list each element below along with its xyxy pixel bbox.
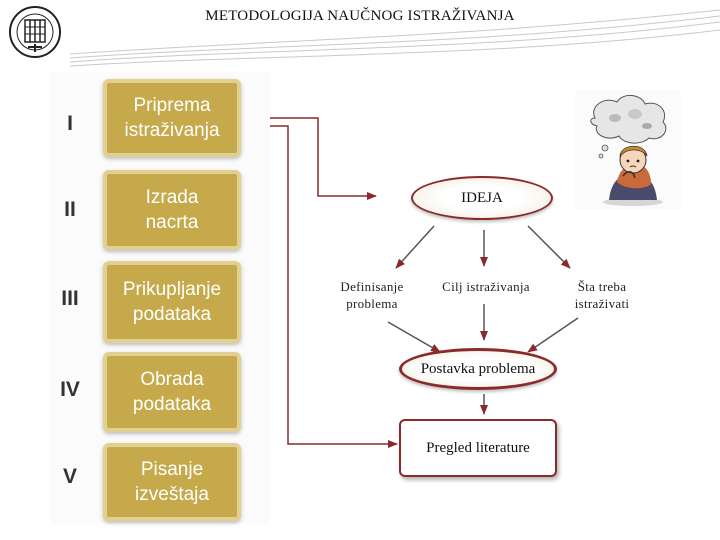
stage-5-box — [103, 443, 241, 521]
idea-label: IDEJA — [461, 189, 503, 206]
branch-problem-definition: Definisanje problema — [340, 279, 404, 311]
stage-4-box — [103, 352, 241, 432]
stage-1-box — [103, 79, 241, 157]
arrow-idea-to-problem-def — [396, 226, 434, 268]
literature-review-box — [399, 419, 557, 477]
stage-2-box — [103, 170, 241, 250]
thinking-girl-illustration — [575, 90, 681, 210]
branch-what-to-research: Šta treba istraživati — [574, 279, 630, 311]
stage-2-label: Izrada nacrta — [145, 187, 199, 233]
stage-4-label: Obrada podataka — [132, 369, 212, 415]
arrow-problem-def-to-postavka — [388, 322, 440, 352]
stage-5-numeral: V — [62, 465, 77, 488]
branch-research-goal: Cilj istraživanja — [442, 279, 530, 294]
stage-3-numeral: III — [61, 287, 79, 310]
stage-4-numeral: IV — [60, 378, 80, 401]
problem-statement-label: Postavka problema — [420, 360, 536, 377]
arrow-idea-to-what — [528, 226, 570, 268]
arrow-what-to-postavka — [528, 318, 578, 352]
stage-1-label: Priprema istraživanja — [124, 95, 220, 141]
header-swoosh — [70, 10, 720, 66]
page-title: METODOLOGIJA NAUČNOG ISTRAŽIVANJA — [205, 8, 515, 24]
stage-2-numeral: II — [64, 198, 76, 221]
idea-node — [411, 176, 553, 220]
stage-1-numeral: I — [67, 112, 73, 135]
literature-review-label: Pregled literature — [426, 439, 530, 456]
stage-3-label: Prikupljanje podataka — [122, 279, 222, 325]
stage-5-label: Pisanje izveštaja — [135, 459, 209, 505]
problem-statement-node — [399, 348, 557, 390]
thinking-girl-icon — [575, 90, 681, 210]
stage-3-box — [103, 261, 241, 343]
